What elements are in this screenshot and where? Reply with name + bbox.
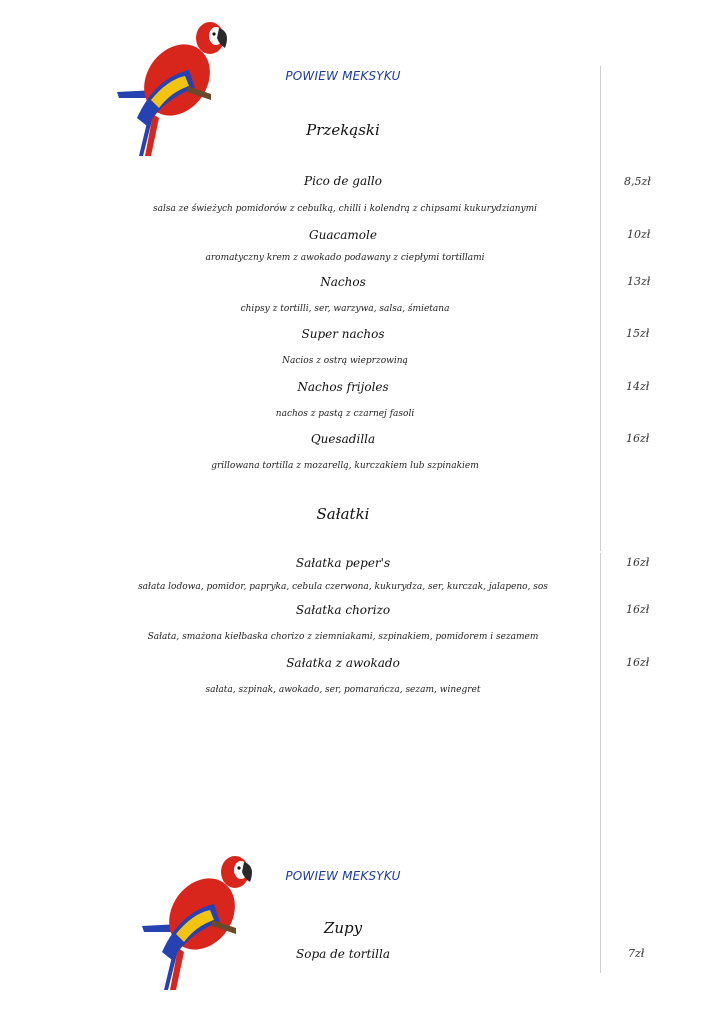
- menu-item-name: Quesadilla: [310, 432, 376, 446]
- menu-item-name: Sopa de tortilla: [296, 947, 390, 961]
- menu-item-description: salsa ze świeżych pomidorów z cebulką, chilli i kolendrą z chipsami kukurydzianymi: [152, 204, 538, 214]
- menu-item-price: 7zł: [628, 947, 645, 960]
- menu-item-name: Sałatka peper's: [295, 556, 391, 570]
- menu-item-price: 16zł: [626, 432, 650, 445]
- menu-item-price: 16zł: [626, 603, 650, 616]
- section-title-przekaski: Przekąski: [306, 121, 380, 139]
- menu-item-price: 14zł: [626, 380, 650, 393]
- menu-item-name: Nachos frijoles: [297, 380, 389, 394]
- divider-line-bottom: [600, 553, 601, 973]
- menu-item-price: 10zł: [627, 228, 651, 241]
- menu-item-price: 13zł: [627, 275, 651, 288]
- brand-title-top: POWIEW MEKSYKU: [285, 69, 401, 83]
- menu-item-description: chipsy z tortilli, ser, warzywa, salsa, śmietana: [240, 304, 450, 314]
- parrot-icon: [140, 852, 255, 990]
- menu-item-description: aromatyczny krem z awokado podawany z ciepłymi tortillami: [205, 253, 485, 263]
- menu-item-name: Pico de gallo: [303, 174, 383, 188]
- menu-item-description: sałata lodowa, pomidor, papryka, cebula czerwona, kukurydza, ser, kurczak, jalapeno, sos: [138, 582, 548, 592]
- section-title-zupy: Zupy: [323, 919, 363, 937]
- menu-item-price: 8,5zł: [624, 175, 651, 188]
- menu-item-name: Sałatka z awokado: [286, 656, 400, 670]
- section-title-salatki: Sałatki: [316, 505, 370, 523]
- menu-item-price: 16zł: [626, 656, 650, 669]
- menu-item-name: Guacamole: [309, 228, 377, 242]
- menu-item-name: Sałatka chorizo: [295, 603, 391, 617]
- menu-item-description: sałata, szpinak, awokado, ser, pomarańcza, sezam, winegret: [205, 685, 481, 695]
- brand-title-bottom: POWIEW MEKSYKU: [285, 869, 401, 883]
- menu-item-description: grillowana tortilla z mozarellą, kurczakiem lub szpinakiem: [211, 461, 479, 471]
- menu-item-price: 16zł: [626, 556, 650, 569]
- menu-item-description: Sałata, smażona kiełbaska chorizo z ziemniakami, szpinakiem, pomidorem i sezamem: [147, 632, 539, 642]
- divider-line-top: [600, 66, 601, 551]
- menu-item-description: Nacios z ostrą wieprzowiną: [282, 356, 408, 366]
- parrot-icon: [115, 18, 230, 156]
- menu-item-price: 15zł: [626, 327, 650, 340]
- menu-item-description: nachos z pastą z czarnej fasoli: [275, 409, 415, 419]
- menu-item-name: Super nachos: [301, 327, 385, 341]
- menu-item-name: Nachos: [320, 275, 366, 289]
